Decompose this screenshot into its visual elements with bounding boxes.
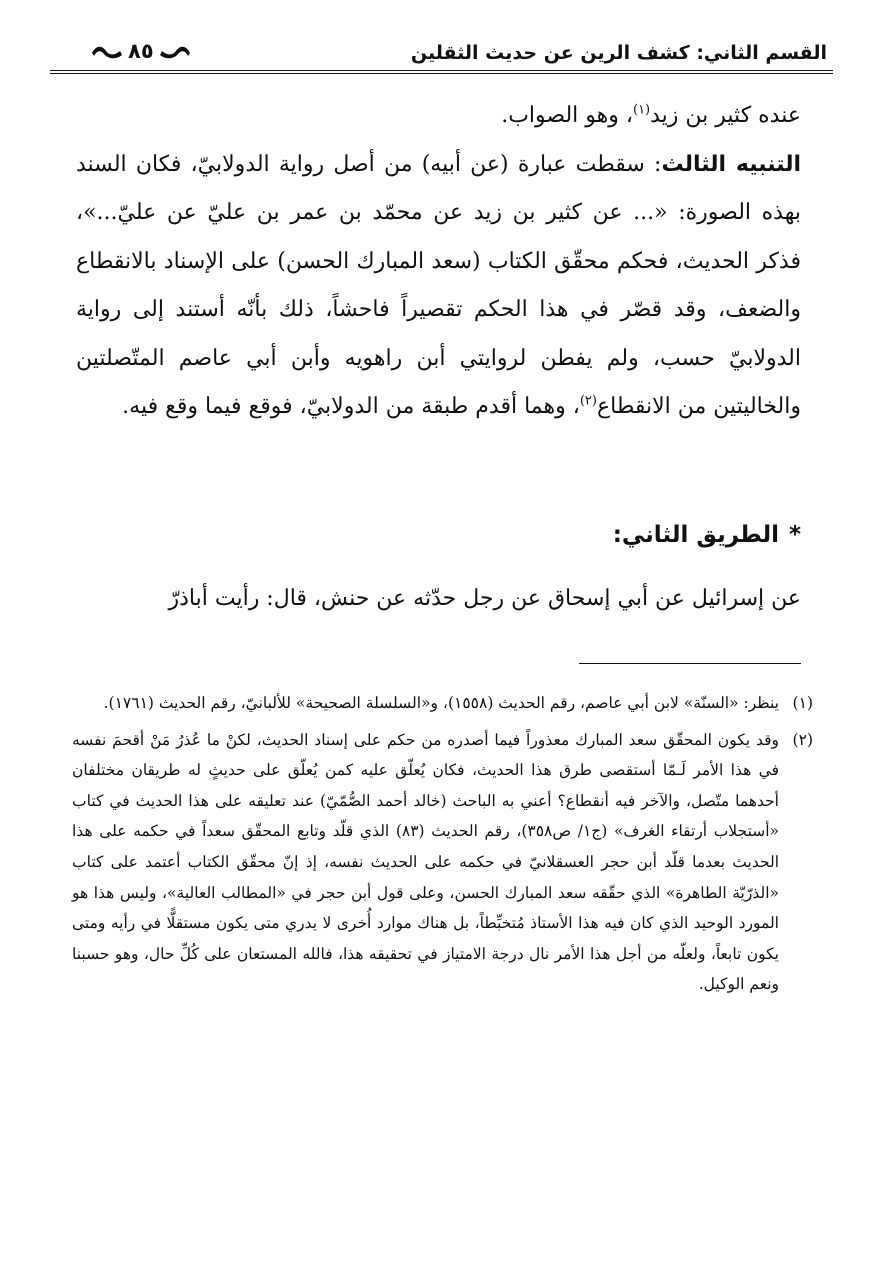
paragraph-text: عنده كثير بن زيد — [650, 103, 801, 128]
footnote-divider — [579, 663, 801, 664]
section-text: عن إسرائيل عن أبي إسحاق عن رجل حدّثه عن حنش، قال: رأيت أباذرّ — [168, 586, 801, 611]
paragraph-text: : سقطت عبارة (عن أبيه) من أصل رواية الدولابيّ، فكان السند بهذه الصورة: «... عن كثير بن زيد عن محمّد بن عمر بن عليّ عن عليّ...»، فذكر الحديث، فحكم محقّق الكتاب (سعد المبارك الحسن) على الإسناد بالانقطاع والضعف، وقد قصّر في هذا الحكم تقصيراً فاحشاً، ذلك بأنّه أستند إلى رواية الدولابيّ حسب، ولم يفطن لروايتي أبن راهويه وأبن أبي عاصم المتّصلتين والخاليتين من الانقطاع — [76, 151, 801, 419]
footnote-number: (١) — [792, 694, 813, 712]
note-heading: التنبيه الثالث — [661, 151, 801, 177]
section-title: الطريق الثاني: — [612, 522, 779, 548]
paragraph-text: ، وهو الصواب. — [501, 103, 633, 128]
main-text — [76, 92, 801, 432]
footnotes — [72, 688, 813, 1006]
paragraph — [76, 92, 801, 141]
paragraph — [76, 141, 801, 432]
ornament-left-icon — [90, 41, 124, 61]
section-heading — [613, 522, 801, 548]
page-header — [50, 30, 833, 74]
paragraph-text: ، وهما أقدم طبقة من الدولابيّ، فوقع فيما وقع فيه. — [122, 394, 580, 419]
ornament-right-icon — [158, 41, 192, 61]
asterisk-icon: * — [788, 522, 801, 548]
footnote-text: ينظر: «السنّة» لابن أبي عاصم، رقم الحديث (١٥٥٨)، و«السلسلة الصحيحة» للألبانيّ، رقم الحديث (١٧٦١). — [103, 694, 779, 712]
page-number-block — [90, 34, 192, 68]
footnote — [72, 725, 813, 1000]
footnote-ref: (٢) — [579, 393, 597, 409]
running-title: القسم الثاني: كشف الرين عن حديث الثقلين — [410, 42, 827, 64]
page-number: ٨٥ — [128, 39, 154, 63]
footnote-ref: (١) — [632, 102, 651, 118]
header-rule — [50, 70, 833, 74]
footnote-number: (٢) — [792, 730, 813, 749]
footnote-text: وقد يكون المحقّق سعد المبارك معذوراً فيما أصدره من حكم على إسناد الحديث، لكنْ ما عُذرُ مَنْ أقحمَ نفسه في هذا الأمر لَـمّا أستقصى طرق هذا الحديث، فكان يُعلّق عليه كمن يُعلّق على حديثٍ له طريقان مختلفان أحدهما متّصل، والآخر فيه أنقطاع؟ أعني به الباحث (خالد أحمد الصُّمّيّ) عند تعليقه على هذا الحديث في كتاب «أستجلاب أرتقاء الغرف» (ج١/ ص٣٥٨)، رقم الحديث (٨٣) الذي قلّد وتابع المحقّق سعداً في حكمه على هذا الحديث بعدما قلّد أبن حجر العسقلانيّ في حكمه على الحديث نفسه، إذ إنّ محقّق الكتاب أعتمد على كتاب «الذرّيّة الطاهرة» الذي حقّقه سعد المبارك الحسن، وعلى قول أبن حجر في «المطالب العالية»، وليس هذا هو المورد الوحيد الذي كان فيه هذا الأستاذ مُتخبِّطاً، بل هناك موارد أُخرى لا يدري متى يكون مستقلًّا في رأيه ومتى يكون تابعاً، ولعلّه من أجل هذا الأمر نال درجة الامتياز في تحقيقه هذا، فالله المستعان على كُلِّ حال، وهو حسبنا ونعم الوكيل. — [72, 730, 780, 994]
footnote — [72, 688, 813, 719]
